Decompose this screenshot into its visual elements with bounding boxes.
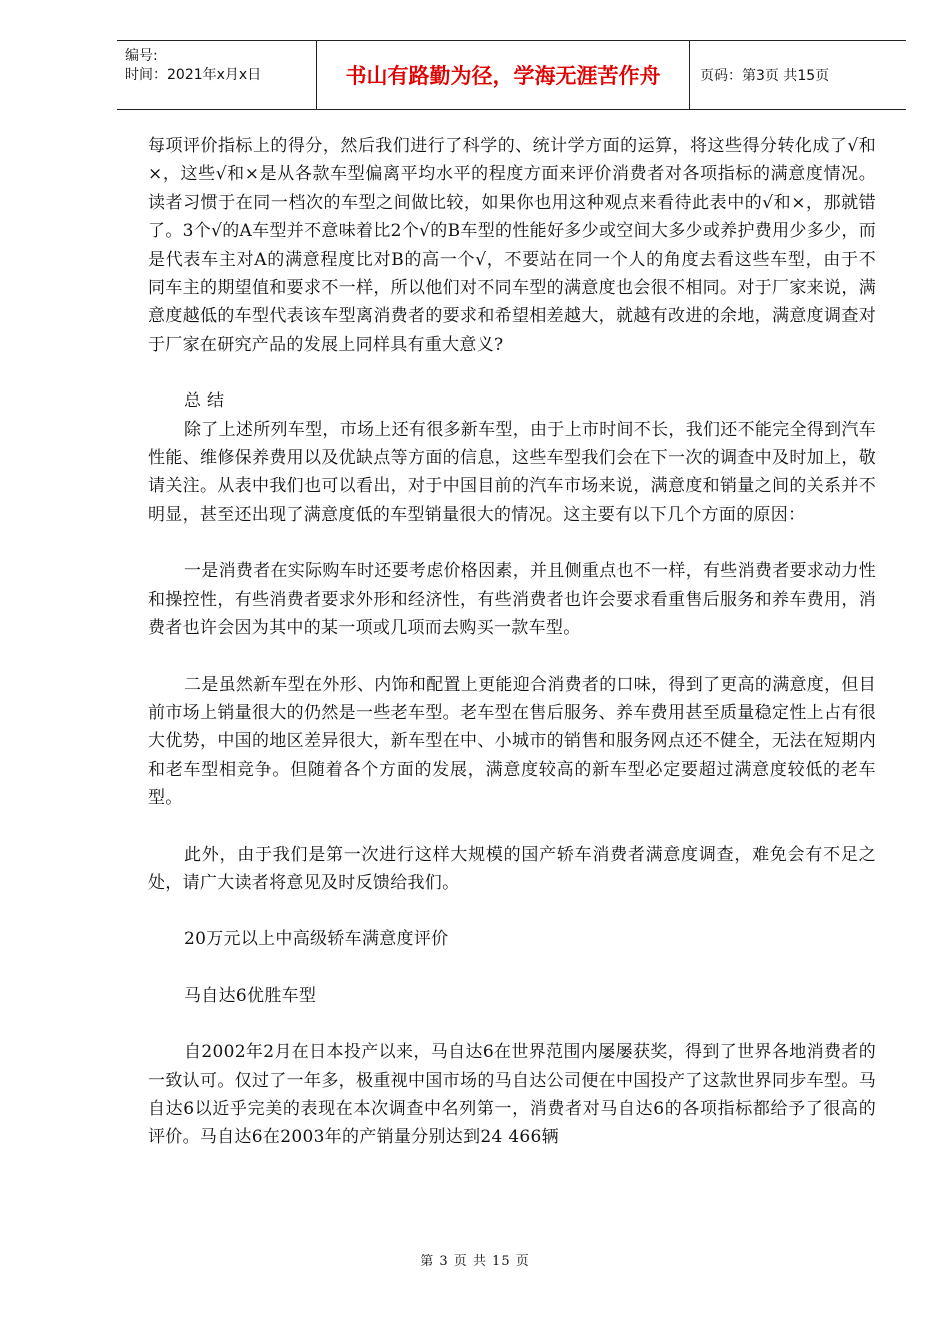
paragraph: 二是虽然新车型在外形、内饰和配置上更能迎合消费者的口味，得到了更高的满意度，但目前市场上销量很大的仍然是一些老车型。老车型在售后服务、养车费用甚至质量稳定性上占有很大优势，中国的地区差异很大，新车型在中、小城市的销售和服务网点还不健全，无法在短期内和老车型相竞争。但随着各个方面的发展，满意度较高的新车型必定要超过满意度较低的老车型。 <box>148 674 876 809</box>
paragraph: 除了上述所列车型，市场上还有很多新车型，由于上市时间不长，我们还不能完全得到汽车性能、维修保养费用以及优缺点等方面的信息，这些车型我们会在下一次的调查中及时加上，敬请关注。从表中我们也可以看出，对于中国目前的汽车市场来说，满意度和销量之间的关系并不明显，甚至还出现了满意度低的车型销量很大的情况。这主要有以下几个方面的原因： <box>148 419 876 525</box>
document-header <box>117 40 906 110</box>
page-footer: 第 3 页 共 15 页 <box>420 1254 530 1269</box>
section-heading: 20万元以上中高级轿车满意度评价 <box>184 929 449 950</box>
paragraph: 自2002年2月在日本投产以来，马自达6在世界范围内屡屡获奖，得到了世界各地消费者的一致认可。仅过了一年多，极重视中国市场的马自达公司便在中国投产了这款世界同步车型。马自达6以近乎完美的表现在本次调查中名列第一，消费者对马自达6的各项指标都给予了很高的评价。马自达6在2003年的产销量分别达到24 466辆 <box>148 1042 876 1148</box>
page-number-label: 页码：第3页 共15页 <box>700 68 830 84</box>
header-motto-cell <box>317 41 690 109</box>
header-page-cell <box>690 41 906 109</box>
paragraph: 每项评价指标上的得分，然后我们进行了科学的、统计学方面的运算，将这些得分转化成了√和×，这些√和×是从各款车型偏离平均水平的程度方面来评价消费者对各项指标的满意度情况。读者习惯于在同一档次的车型之间做比较，如果你也用这种观点来看待此表中的√和×，那就错了。3个√的A车型并不意味着比2个√的B车型的性能好多少或空间大多少或养护费用少多少，而是代表车主对A的满意程度比对B的高一个√，不要站在同一个人的角度去看这些车型，由于不同车主的期望值和要求不一样，所以他们对不同车型的满意度也会很不相同。对于厂家来说，满意度越低的车型代表该车型离消费者的要求和希望相差越大，就越有改进的余地，满意度调查对于厂家在研究产品的发展上同样具有重大意义? <box>148 136 876 355</box>
motto-text: 书山有路勤为径，学海无涯苦作舟 <box>345 63 661 88</box>
paragraph: 一是消费者在实际购车时还要考虑价格因素，并且侧重点也不一样，有些消费者要求动力性和操控性，有些消费者要求外形和经济性，有些消费者也许会要求看重售后服务和养车费用，消费者也许会因为其中的某一项或几项而去购买一款车型。 <box>148 561 876 639</box>
document-body <box>148 132 876 1152</box>
number-label: 编号: <box>125 48 158 64</box>
car-heading: 马自达6优胜车型 <box>184 985 317 1006</box>
time-label: 时间：2021年x月x日 <box>125 67 262 83</box>
paragraph: 此外，由于我们是第一次进行这样大规模的国产轿车消费者满意度调查，难免会有不足之处，请广大读者将意见及时反馈给我们。 <box>148 844 876 893</box>
header-meta-cell <box>117 41 317 109</box>
summary-heading: 总 结 <box>184 391 225 412</box>
